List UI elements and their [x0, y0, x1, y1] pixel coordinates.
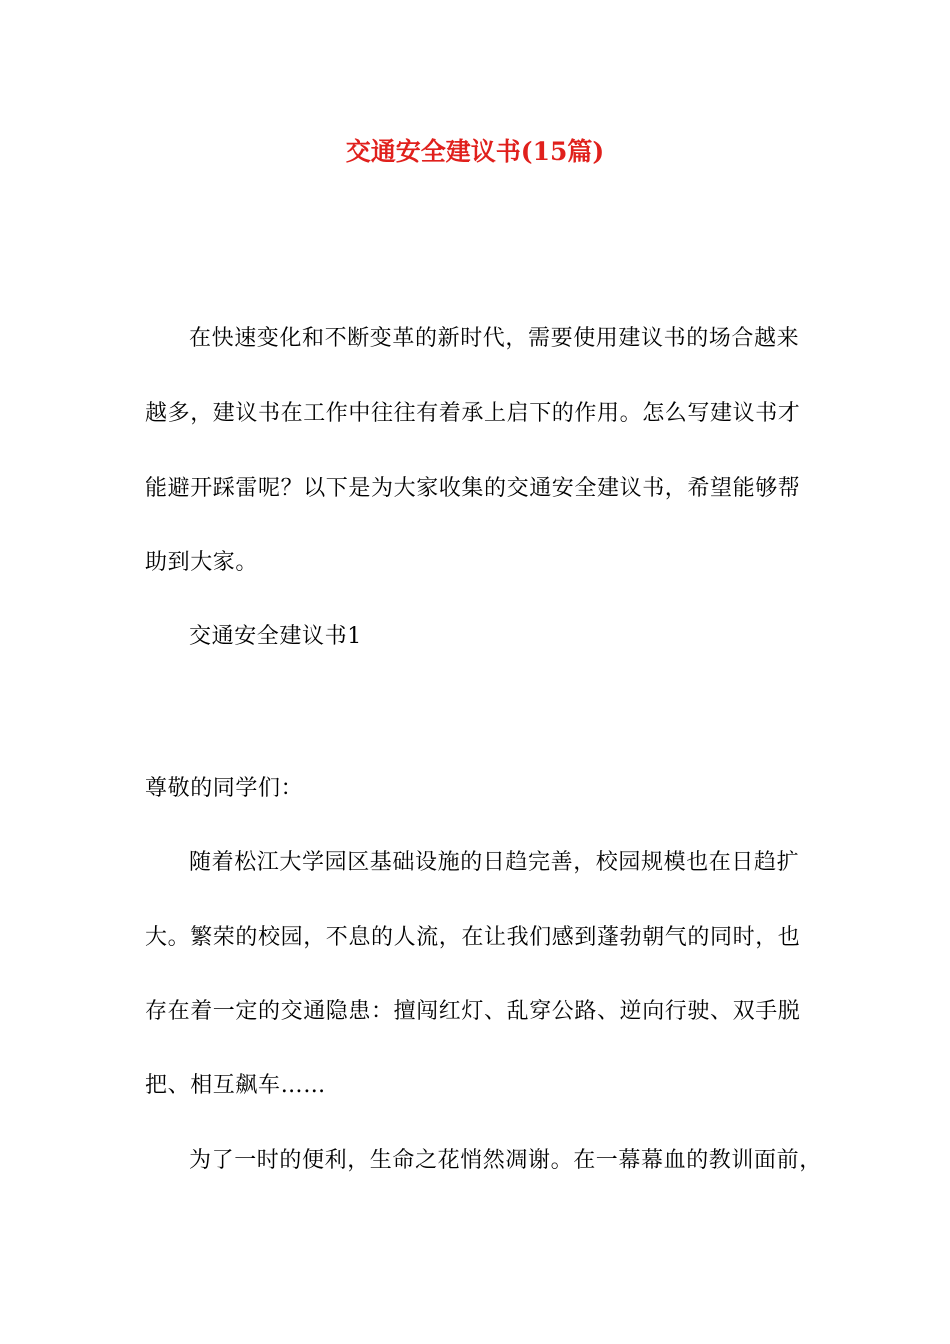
section-heading: 交通安全建议书1 — [189, 624, 362, 649]
intro-line-1: 在快速变化和不断变革的新时代，需要使用建议书的场合越来 — [189, 326, 800, 351]
para1-line-3: 存在着一定的交通隐患：擅闯红灯、乱穿公路、逆向行驶、双手脱 — [145, 999, 801, 1024]
para1-line-2: 大。繁荣的校园，不息的人流，在让我们感到蓬勃朝气的同时，也 — [145, 925, 801, 950]
para1-line-4: 把、相互飙车…… — [145, 1073, 326, 1098]
para2-line-1: 为了一时的便利，生命之花悄然凋谢。在一幕幕血的教训面前， — [189, 1148, 822, 1173]
intro-line-4: 助到大家。 — [145, 550, 259, 575]
para1-line-1: 随着松江大学园区基础设施的日趋完善，校园规模也在日趋扩 — [189, 850, 800, 875]
intro-line-2: 越多，建议书在工作中往往有着承上启下的作用。怎么写建议书才 — [145, 401, 801, 426]
salutation: 尊敬的同学们： — [145, 776, 304, 801]
intro-line-3: 能避开踩雷呢？以下是为大家收集的交通安全建议书，希望能够帮 — [145, 476, 801, 501]
document-title: 交通安全建议书(15篇) — [345, 137, 605, 166]
